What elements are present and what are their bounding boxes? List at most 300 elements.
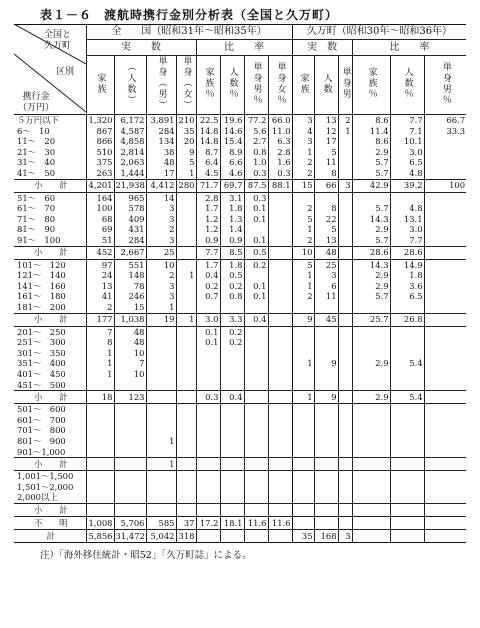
table-cell: 3.0 (390, 224, 424, 235)
subtotal-row (14, 246, 466, 259)
table-cell: 24 (86, 270, 114, 281)
table-cell: 1.7 (196, 203, 220, 214)
table-cell: 11.4 (352, 126, 390, 137)
table-cell (176, 203, 196, 214)
table-cell (268, 379, 292, 390)
table-cell (424, 136, 466, 147)
table-cell (338, 313, 352, 326)
table-cell: 5,706 (114, 516, 146, 529)
table-cell: 2.8 (196, 192, 220, 203)
table-cell: 4,858 (114, 136, 146, 147)
table-cell: 28.6 (352, 246, 390, 259)
table-cell (244, 369, 268, 380)
table-cell (338, 291, 352, 302)
table-cell: 10.1 (390, 136, 424, 147)
table-cell: 1.8 (390, 270, 424, 281)
table-row (14, 369, 466, 380)
table-cell: 17.2 (196, 516, 220, 529)
table-cell (338, 436, 352, 447)
table-cell: 1,320 (86, 115, 114, 126)
table-cell: 8.7 (196, 147, 220, 158)
table-cell (352, 436, 390, 447)
table-cell: 10 (114, 348, 146, 359)
table-cell (268, 425, 292, 436)
table-cell (352, 458, 390, 471)
table-cell: 15 (114, 302, 146, 313)
table-cell: 14.6 (220, 126, 244, 137)
table-cell: 100 (86, 203, 114, 214)
row-label: 401～ 450 (17, 368, 66, 379)
table-cell: 14.9 (390, 259, 424, 270)
table-cell (390, 482, 424, 493)
table-cell (352, 379, 390, 390)
table-cell: 8 (86, 337, 114, 348)
table-cell: 2.8 (268, 147, 292, 158)
table-cell (86, 436, 114, 447)
table-cell: 11.6 (244, 516, 268, 529)
table-cell (114, 425, 146, 436)
table-row (14, 337, 466, 348)
table-row (14, 326, 466, 337)
table-cell: 0.3 (244, 168, 268, 179)
table-cell (244, 302, 268, 313)
table-cell: 2.9 (352, 281, 390, 292)
table-cell: 1,038 (114, 313, 146, 326)
table-cell (424, 246, 466, 259)
column-header: 家族％ (196, 56, 220, 115)
table-cell (176, 259, 196, 270)
table-row (14, 415, 466, 426)
table-cell: 0.1 (244, 281, 268, 292)
table-cell: 14.3 (352, 214, 390, 225)
table-cell (244, 270, 268, 281)
table-row (14, 270, 466, 281)
table-cell: 2.9 (352, 224, 390, 235)
table-row (14, 136, 466, 147)
table-cell (268, 192, 292, 203)
table-cell (424, 313, 466, 326)
table-cell (338, 482, 352, 493)
table-cell (146, 471, 176, 482)
table-cell: 66 (314, 179, 338, 192)
row-label: 601～ 700 (17, 414, 66, 425)
table-cell (220, 358, 244, 369)
table-cell: 13.1 (390, 214, 424, 225)
table-cell (292, 482, 314, 493)
table-cell: 1 (86, 348, 114, 359)
table-cell (220, 404, 244, 415)
table-cell (390, 425, 424, 436)
table-caption: 渡航時携行金別分析表（全国と久万町） (104, 8, 339, 22)
table-cell (338, 192, 352, 203)
table-row (14, 259, 466, 270)
table-cell (424, 281, 466, 292)
table-cell (338, 503, 352, 516)
table-cell: 1.4 (220, 224, 244, 235)
table-cell: 5 (314, 147, 338, 158)
table-cell (292, 192, 314, 203)
table-cell (176, 302, 196, 313)
table-cell (196, 379, 220, 390)
table-cell: 22 (314, 214, 338, 225)
table-cell (314, 369, 338, 380)
table-row (14, 126, 466, 137)
column-header: 単身男％ (424, 56, 466, 115)
table-cell: 42.9 (352, 179, 390, 192)
table-cell (86, 492, 114, 503)
table-cell (390, 369, 424, 380)
table-cell (220, 482, 244, 493)
table-cell (292, 302, 314, 313)
table-cell (292, 446, 314, 457)
table-cell: 3 (146, 214, 176, 225)
table-cell: 8 (314, 203, 338, 214)
table-row (14, 436, 466, 447)
row-label: 小 計 (14, 313, 86, 326)
table-cell (390, 192, 424, 203)
table-cell: 48 (314, 246, 338, 259)
table-cell (424, 270, 466, 281)
header-kuma-counts: 実 数 (292, 40, 352, 56)
table-cell: 7 (86, 326, 114, 337)
table-cell: 19.6 (220, 115, 244, 126)
table-cell: 5.7 (352, 157, 390, 168)
table-cell: 3 (146, 235, 176, 246)
table-cell: 1 (338, 126, 352, 137)
table-cell: 8.9 (220, 147, 244, 158)
table-cell (338, 168, 352, 179)
table-cell: 20 (176, 136, 196, 147)
table-cell (268, 337, 292, 348)
table-cell: 5 (176, 157, 196, 168)
table-cell (314, 471, 338, 482)
table-cell (314, 446, 338, 457)
table-cell: 0.4 (220, 391, 244, 404)
table-cell: 13 (86, 281, 114, 292)
table-row (14, 235, 466, 246)
table-cell (352, 471, 390, 482)
table-cell (114, 404, 146, 415)
table-cell (146, 369, 176, 380)
table-cell: 263 (86, 168, 114, 179)
table-cell (244, 458, 268, 471)
table-cell: 5.6 (244, 126, 268, 137)
table-cell (314, 458, 338, 471)
table-cell: 284 (146, 126, 176, 137)
table-cell (268, 482, 292, 493)
table-cell: 41 (86, 291, 114, 302)
table-cell: 3 (292, 115, 314, 126)
row-label: 2,000以上 (17, 492, 58, 503)
table-cell: 0.5 (244, 246, 268, 259)
table-cell: 2.9 (352, 358, 390, 369)
subtotal-row (14, 391, 466, 404)
column-header: 家族 (292, 56, 314, 115)
table-cell: 0.7 (196, 291, 220, 302)
row-label: 451～ 500 (17, 379, 66, 390)
table-cell (244, 337, 268, 348)
table-cell: 9 (314, 358, 338, 369)
table-cell: 22.5 (196, 115, 220, 126)
table-cell: 15.4 (220, 136, 244, 147)
table-cell (352, 404, 390, 415)
table-cell: 431 (114, 224, 146, 235)
table-cell: 5.7 (352, 235, 390, 246)
table-cell: 26.8 (390, 313, 424, 326)
row-label: 不 明 (14, 516, 86, 529)
row-label: ５万円以下 (17, 115, 59, 126)
table-cell (352, 348, 390, 359)
table-cell: 33.3 (424, 126, 466, 137)
row-label: 181～ 200 (17, 302, 66, 312)
table-cell: 1 (146, 436, 176, 447)
table-cell: 88.1 (268, 179, 292, 192)
table-cell: 7.7 (390, 235, 424, 246)
table-cell: 11.0 (268, 126, 292, 137)
table-cell: 1.6 (268, 157, 292, 168)
table-cell: 5.4 (390, 391, 424, 404)
table-cell (196, 302, 220, 313)
table-cell: 97 (86, 259, 114, 270)
table-cell: 71.7 (196, 179, 220, 192)
table-cell (314, 326, 338, 337)
table-cell: 1,008 (86, 516, 114, 529)
table-cell: 0.1 (196, 326, 220, 337)
table-cell (268, 503, 292, 516)
table-cell: 39.2 (390, 179, 424, 192)
table-cell (268, 529, 292, 542)
table-row (14, 281, 466, 292)
table-cell (196, 503, 220, 516)
table-cell: 2,063 (114, 157, 146, 168)
table-cell: 1 (86, 358, 114, 369)
table-row (14, 147, 466, 158)
table-cell (338, 458, 352, 471)
table-cell: 2 (146, 224, 176, 235)
row-label: 101～ 120 (17, 259, 66, 270)
header-national-counts: 実 数 (86, 40, 196, 56)
table-cell: 5.7 (352, 168, 390, 179)
table-cell: 5.4 (390, 358, 424, 369)
table-cell: 0.1 (244, 291, 268, 302)
table-cell: 11.6 (268, 516, 292, 529)
table-cell (424, 425, 466, 436)
table-cell: 375 (86, 157, 114, 168)
table-cell (146, 348, 176, 359)
table-cell (268, 224, 292, 235)
table-cell: 0.5 (220, 270, 244, 281)
table-cell (314, 482, 338, 493)
table-cell (220, 436, 244, 447)
table-cell: 867 (86, 126, 114, 137)
row-label: 61～ 70 (17, 203, 56, 214)
table-cell (114, 482, 146, 493)
table-cell (352, 337, 390, 348)
source-note: 注）「海外移住統計・昭52」「久万町誌」による。 (40, 550, 252, 561)
table-cell (424, 337, 466, 348)
table-cell (338, 337, 352, 348)
table-cell (352, 302, 390, 313)
table-cell (390, 348, 424, 359)
table-cell (314, 192, 338, 203)
column-header: 家族％ (352, 56, 390, 115)
table-cell (268, 291, 292, 302)
table-cell (424, 482, 466, 493)
corner-label-category: 区別 (56, 67, 75, 77)
table-cell: 35 (176, 126, 196, 137)
table-cell: 2 (292, 291, 314, 302)
table-cell: 1 (86, 369, 114, 380)
table-cell: 510 (86, 147, 114, 158)
table-cell (338, 391, 352, 404)
table-cell (314, 425, 338, 436)
table-cell (292, 337, 314, 348)
table-cell (424, 369, 466, 380)
table-cell: 1 (176, 168, 196, 179)
table-cell: 177 (86, 313, 114, 326)
table-cell: 3 (146, 291, 176, 302)
table-cell (424, 157, 466, 168)
table-cell (292, 471, 314, 482)
header-national: 全 国（昭和31年～昭和35年） (86, 24, 292, 40)
table-cell (314, 436, 338, 447)
table-cell: 3 (146, 281, 176, 292)
table-cell: 8.6 (352, 115, 390, 126)
table-cell (292, 503, 314, 516)
corner-label-amount: 携行金 （万円） (18, 92, 55, 113)
table-cell (196, 446, 220, 457)
table-cell: 2 (338, 115, 352, 126)
table-corner (14, 24, 86, 115)
table-cell (196, 529, 220, 542)
table-cell: 452 (86, 246, 114, 259)
table-cell (146, 404, 176, 415)
table-cell (352, 503, 390, 516)
header-kuma: 久万町（昭和30年～昭和36年） (292, 24, 466, 40)
table-row (14, 482, 466, 493)
table-cell (176, 281, 196, 292)
table-cell (244, 326, 268, 337)
table-cell (176, 369, 196, 380)
table-cell (196, 425, 220, 436)
column-header: 家族 (86, 56, 114, 115)
table-cell (244, 482, 268, 493)
table-cell (220, 425, 244, 436)
table-cell (196, 436, 220, 447)
table-cell (352, 326, 390, 337)
row-label: 301～ 350 (17, 347, 66, 358)
table-cell (314, 415, 338, 426)
table-cell (314, 348, 338, 359)
table-cell: 578 (114, 203, 146, 214)
table-cell (220, 446, 244, 457)
table-cell (268, 391, 292, 404)
table-row (14, 471, 466, 482)
table-cell (176, 503, 196, 516)
table-cell: 0.2 (220, 337, 244, 348)
table-cell: 5 (314, 224, 338, 235)
table-cell: 0.3 (268, 168, 292, 179)
table-cell: 6.6 (220, 157, 244, 168)
table-cell: 3 (338, 529, 352, 542)
table-cell (146, 379, 176, 390)
row-label: 251～ 300 (17, 337, 66, 348)
table-cell (338, 281, 352, 292)
table-cell (268, 203, 292, 214)
table-cell (338, 415, 352, 426)
table-cell (196, 492, 220, 503)
table-cell (86, 446, 114, 457)
table-cell (338, 302, 352, 313)
table-cell: 18 (86, 391, 114, 404)
table-cell (314, 404, 338, 415)
table-cell: 12 (314, 126, 338, 137)
table-cell (176, 214, 196, 225)
table-cell (268, 270, 292, 281)
table-cell: 25 (146, 246, 176, 259)
table-cell (352, 425, 390, 436)
table-cell: 14.8 (196, 126, 220, 137)
table-cell (390, 379, 424, 390)
table-cell (244, 471, 268, 482)
table-cell: 3 (146, 203, 176, 214)
table-row (14, 168, 466, 179)
table-cell: 0.1 (244, 214, 268, 225)
row-label: 71～ 80 (17, 213, 56, 224)
column-header: 単身男 (338, 56, 352, 115)
table-cell (424, 147, 466, 158)
table-cell (146, 415, 176, 426)
table-row (14, 425, 466, 436)
table-cell (314, 503, 338, 516)
table-cell (338, 492, 352, 503)
table-cell (390, 415, 424, 426)
table-cell: 37 (176, 516, 196, 529)
table-cell: 5.7 (352, 203, 390, 214)
table-row (14, 291, 466, 302)
row-label: 901～1,000 (17, 446, 66, 457)
table-cell (292, 379, 314, 390)
table-cell (268, 214, 292, 225)
table-cell (176, 492, 196, 503)
table-row (14, 446, 466, 457)
table-cell (196, 458, 220, 471)
table-cell: 2 (292, 235, 314, 246)
table-cell (424, 446, 466, 457)
table-cell (268, 235, 292, 246)
table-cell: 2,667 (114, 246, 146, 259)
column-header: 単身女％ (268, 56, 292, 115)
subtotal-row (14, 516, 466, 529)
row-label: 1,001～1,500 (17, 471, 74, 482)
table-cell: 6 (314, 281, 338, 292)
table-cell (220, 369, 244, 380)
table-cell: 17 (146, 168, 176, 179)
table-cell (352, 415, 390, 426)
table-cell: 280 (176, 179, 196, 192)
table-cell: 1.0 (244, 157, 268, 168)
table-cell (86, 404, 114, 415)
table-cell (424, 192, 466, 203)
table-cell (424, 235, 466, 246)
row-label: 351～ 400 (17, 358, 66, 369)
table-cell (268, 358, 292, 369)
table-cell: 4 (292, 126, 314, 137)
table-cell (268, 492, 292, 503)
table-cell (424, 471, 466, 482)
table-cell (338, 348, 352, 359)
table-cell: 5,856 (86, 529, 114, 542)
